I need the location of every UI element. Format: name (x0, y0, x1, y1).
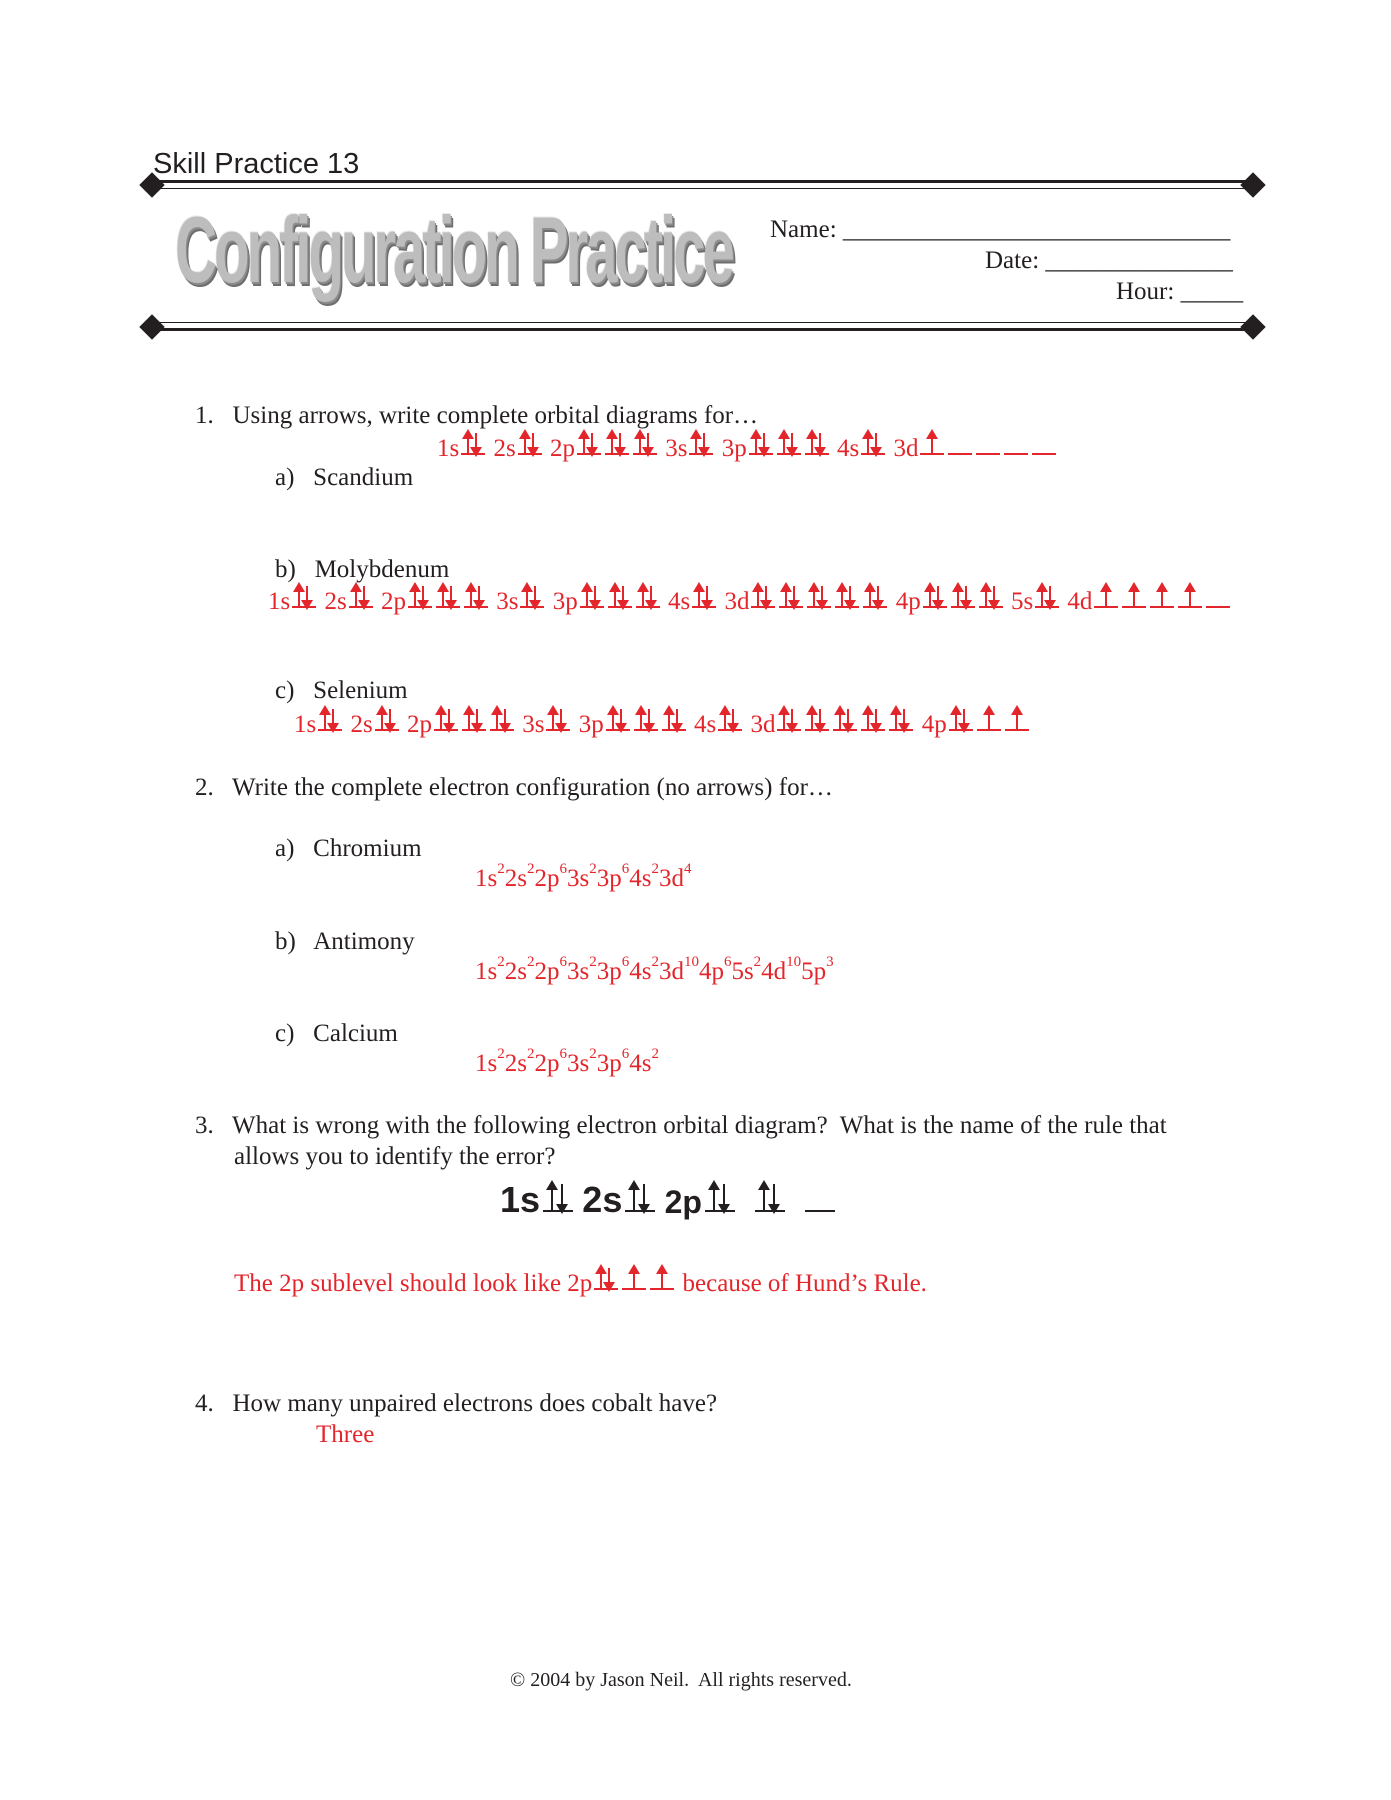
orbital-box (605, 431, 629, 461)
orbital-box (1005, 707, 1029, 737)
orbital-box (636, 584, 660, 614)
orbital-box (949, 707, 973, 737)
sublevel-label: 1s (437, 435, 460, 462)
orbital-box (689, 431, 713, 461)
orbital-box (863, 584, 887, 614)
orbital-box (948, 431, 972, 461)
orbital-box (462, 707, 486, 737)
name-field[interactable]: Name: _______________________________ (770, 216, 1231, 243)
sublevel-label: 3p (552, 588, 578, 615)
question-4-prompt: 4. How many unpaired electrons does cobalt have? (195, 1390, 718, 1417)
sublevel-label: 4p (895, 588, 921, 615)
orbital-box (777, 707, 801, 737)
sublevel-label: 2s (582, 1179, 623, 1220)
sublevel-label: 1s (294, 711, 317, 738)
bottom-left-diamond (139, 314, 164, 339)
orbital-box (805, 707, 829, 737)
orbital-box (634, 707, 658, 737)
q1-a-label: a) Scandium (275, 464, 414, 491)
sublevel-label: 3d (724, 588, 750, 615)
sublevel-label: 4s (693, 711, 717, 738)
orbital-box (749, 431, 773, 461)
hour-field[interactable]: Hour: _____ (1116, 278, 1244, 305)
q4-answer: Three (316, 1421, 375, 1448)
orbital-box (318, 707, 342, 737)
date-field[interactable]: Date: _______________ (985, 247, 1233, 274)
sublevel-label: 2p (664, 1184, 702, 1220)
q2-a-label: a) Chromium (275, 835, 422, 862)
sublevel-label: 3s (522, 711, 545, 738)
orbital-box (434, 707, 458, 737)
incorrect-orbital-diagram (500, 1178, 838, 1218)
scandium-orbital-diagram (437, 431, 1058, 461)
orbital-box (1206, 584, 1230, 614)
orbital-box (805, 1178, 835, 1218)
orbital-box (436, 584, 460, 614)
selenium-orbital-diagram (294, 707, 1031, 737)
orbital-box (807, 584, 831, 614)
orbital-box (718, 707, 742, 737)
orbital-box (889, 707, 913, 737)
orbital-box (1004, 431, 1028, 461)
q1-c-label: c) Selenium (275, 677, 408, 704)
sublevel-label: 4p (921, 711, 947, 738)
top-rule-thin (152, 188, 1252, 189)
orbital-box (923, 584, 947, 614)
sublevel-label: 4s (667, 588, 691, 615)
sublevel-label: 1s (268, 588, 291, 615)
orbital-box (580, 584, 604, 614)
orbital-box (490, 707, 514, 737)
sublevel-label: 2p (549, 435, 575, 462)
question-3-prompt-line1: 3. What is wrong with the following electron orbital diagram? What is the name of the rule that (195, 1112, 1167, 1139)
orbital-box (920, 431, 944, 461)
orbital-box (777, 431, 801, 461)
orbital-box (692, 584, 716, 614)
molybdenum-orbital-diagram (268, 584, 1232, 614)
q2-c-label: c) Calcium (275, 1020, 398, 1047)
q3-answer-after: because of Hund’s Rule. (682, 1270, 927, 1297)
sublevel-label: 3s (665, 435, 688, 462)
sublevel-label: 4s (836, 435, 860, 462)
orbital-box (650, 1266, 674, 1296)
question-1-prompt: 1. Using arrows, write complete orbital diagrams for… (195, 402, 759, 429)
orbital-box (805, 431, 829, 461)
chromium-configuration: $1s^22s^22p^63s^23p^64s^23d^4$ (475, 861, 692, 892)
orbital-box (751, 584, 775, 614)
orbital-box (622, 1266, 646, 1296)
sublevel-label: 2s (493, 435, 516, 462)
sublevel-label: 2p (406, 711, 432, 738)
orbital-box (705, 1178, 735, 1218)
orbital-box (1032, 431, 1056, 461)
orbital-box (835, 584, 859, 614)
orbital-box (375, 707, 399, 737)
calcium-configuration: $1s^22s^22p^63s^23p^64s^2$ (475, 1046, 659, 1077)
orbital-box (1178, 584, 1202, 614)
orbital-box (594, 1266, 618, 1296)
copyright-footer: © 2004 by Jason Neil. All rights reserved. (510, 1669, 852, 1691)
orbital-box (1094, 584, 1118, 614)
orbital-box (608, 584, 632, 614)
orbital-box (1122, 584, 1146, 614)
sublevel-label: 5s (1010, 588, 1034, 615)
orbital-box (543, 1178, 573, 1218)
q1-b-label: b) Molybdenum (275, 556, 450, 583)
q3-answer-before: The 2p sublevel should look like 2p (234, 1270, 593, 1297)
orbital-box (577, 431, 601, 461)
orbital-box (625, 1178, 655, 1218)
sublevel-label: 2s (350, 711, 373, 738)
question-3-prompt-line2: allows you to identify the error? (234, 1143, 556, 1170)
orbital-box (1035, 584, 1059, 614)
sublevel-label: 3p (578, 711, 604, 738)
sublevel-label: 3d (750, 711, 776, 738)
sublevel-label: 1s (500, 1179, 541, 1220)
top-rule (152, 180, 1252, 183)
orbital-box (833, 707, 857, 737)
orbital-box (461, 431, 485, 461)
orbital-box (520, 584, 544, 614)
orbital-box (1150, 584, 1174, 614)
bottom-rule (152, 328, 1252, 331)
antimony-configuration: $1s^22s^22p^63s^23p^64s^23d^{10}4p^65s^24d^{10}5p^3$ (475, 954, 834, 985)
sublevel-label: 2p (380, 588, 406, 615)
question-2-prompt: 2. Write the complete electron configuration (no arrows) for… (195, 774, 833, 801)
orbital-box (861, 707, 885, 737)
orbital-box (633, 431, 657, 461)
orbital-box (861, 431, 885, 461)
orbital-box (464, 584, 488, 614)
orbital-box (755, 1178, 785, 1218)
skill-label: Skill Practice 13 (153, 148, 360, 180)
sublevel-label: 3s (496, 588, 519, 615)
q3-answer (234, 1266, 927, 1296)
orbital-box (979, 584, 1003, 614)
bottom-rule-thin (152, 322, 1252, 323)
orbital-box (292, 584, 316, 614)
orbital-box (977, 707, 1001, 737)
page-title: Configuration Practice (175, 197, 732, 302)
sublevel-label: 3p (721, 435, 747, 462)
sublevel-label: 4d (1067, 588, 1093, 615)
q2-b-label: b) Antimony (275, 928, 415, 955)
orbital-box (976, 431, 1000, 461)
sublevel-label: 3d (893, 435, 919, 462)
orbital-box (408, 584, 432, 614)
orbital-box (662, 707, 686, 737)
top-right-diamond (1240, 172, 1265, 197)
orbital-box (546, 707, 570, 737)
orbital-box (951, 584, 975, 614)
sublevel-label: 2s (324, 588, 347, 615)
orbital-box (779, 584, 803, 614)
bottom-right-diamond (1240, 314, 1265, 339)
orbital-box (518, 431, 542, 461)
orbital-box (606, 707, 630, 737)
orbital-box (349, 584, 373, 614)
